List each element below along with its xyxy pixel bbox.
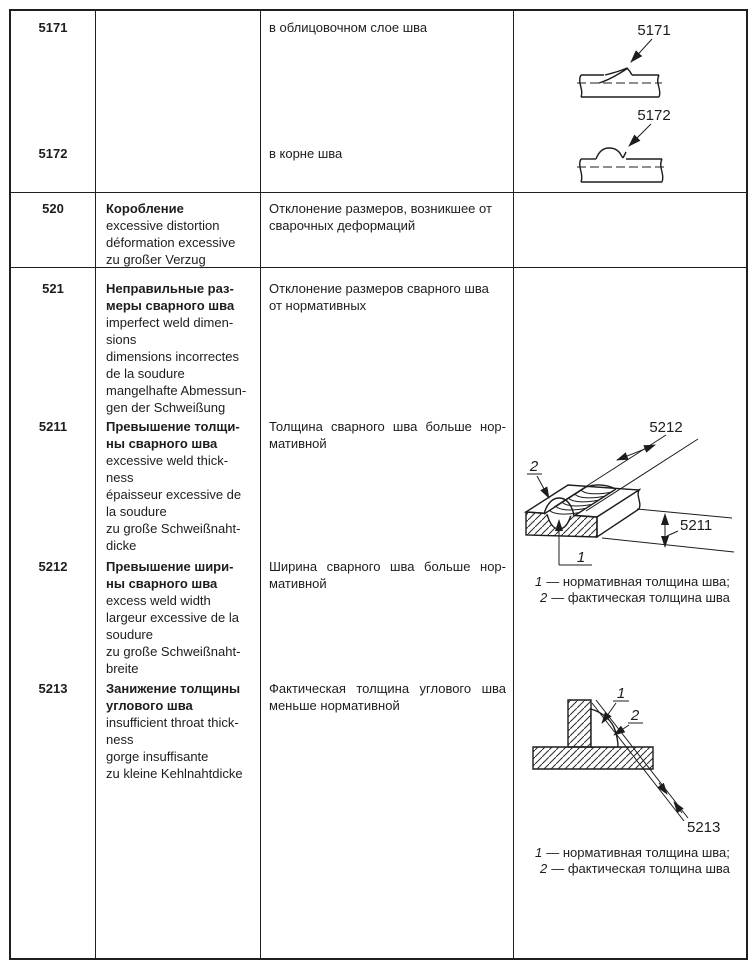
figure-label-5213: 5213 <box>687 819 721 836</box>
defect-description: в корне шва <box>269 146 343 161</box>
b2-figure-cell <box>514 193 746 268</box>
b1-name-cell <box>96 11 261 193</box>
figure-label-5212: 5212 <box>649 419 683 436</box>
callout-1: 1 <box>616 685 626 702</box>
callout-1: 1 <box>576 549 586 566</box>
b2-desc-cell <box>261 193 514 268</box>
defect-description: в облицовочном слое шва <box>269 20 428 35</box>
figure-legend <box>514 845 746 877</box>
b3-desc-cell <box>261 268 514 958</box>
fillet-throat-figure <box>514 673 743 841</box>
defect-code: 5172 <box>38 146 68 161</box>
b1-code-cell <box>11 11 96 193</box>
b3-figure-cell <box>514 268 746 958</box>
defect-description: Отклонение размеров, возникшее от сварочных деформаций <box>269 201 492 233</box>
defect-code: 5213 <box>38 681 68 696</box>
callout-2: 2 <box>630 707 640 724</box>
defect-code: 5212 <box>38 559 68 574</box>
b2-code-cell <box>11 193 96 268</box>
b3-code-cell <box>11 268 96 958</box>
legend-text: — нормативная толщина шва; <box>546 574 730 589</box>
b1-desc-cell <box>261 11 514 193</box>
defect-code: 5171 <box>38 20 68 35</box>
defect-description: Толщина сварного шва больше нор- мативной <box>269 419 506 451</box>
b1-figure-cell <box>514 11 746 193</box>
legend-num: 1 <box>535 845 543 860</box>
legend-text: — нормативная толщина шва; <box>546 845 730 860</box>
defect-description: Отклонение размеров сварного шва от нормативных <box>269 281 489 313</box>
defect-name: Превышение толщи- ны сварного шва excessive weld thick- ness épaisseur excessive de la soudure zu große Schweißnaht- dicke <box>106 419 242 553</box>
defect-code: 5211 <box>38 419 68 434</box>
legend-text: — фактическая толщина шва <box>551 861 730 876</box>
butt-weld-figure <box>514 11 743 191</box>
defect-name: Неправильные раз- меры сварного шва imperfect weld dimen- sions dimensions incorrectes de la soudure mangelhafte Abmessun- gen der Schweißung <box>106 281 247 415</box>
b3-name-cell <box>96 268 261 958</box>
defect-name: Занижение толщины углового шва insufficient throat thick- ness gorge insuffisante zu kleine Kehlnahtdicke <box>106 681 243 781</box>
legend-num: 1 <box>535 574 543 589</box>
figure-legend <box>514 574 746 606</box>
callout-2: 2 <box>529 458 539 475</box>
defect-code: 521 <box>42 281 64 296</box>
defect-name: Превышение шири- ны сварного шва excess weld width largeur excessive de la soudure zu große Schweißnaht- breite <box>106 559 241 676</box>
figure-label-5211: 5211 <box>680 517 713 534</box>
legend-num: 2 <box>540 861 548 876</box>
defect-code: 520 <box>42 201 64 216</box>
defect-description: Фактическая толщина углового шва меньше нормативной <box>269 681 506 713</box>
defect-name: Коробление excessive distortion déformation excessive zu großer Verzug <box>106 201 236 267</box>
excess-thickness-figure <box>514 408 743 573</box>
legend-text: — фактическая толщина шва <box>551 590 730 605</box>
defect-description: Ширина сварного шва больше нор- мативной <box>269 559 506 591</box>
defect-table <box>9 9 748 960</box>
figure-label-5171: 5171 <box>637 22 671 39</box>
b2-name-cell <box>96 193 261 268</box>
legend-num: 2 <box>540 590 548 605</box>
figure-label-5172: 5172 <box>637 107 671 124</box>
